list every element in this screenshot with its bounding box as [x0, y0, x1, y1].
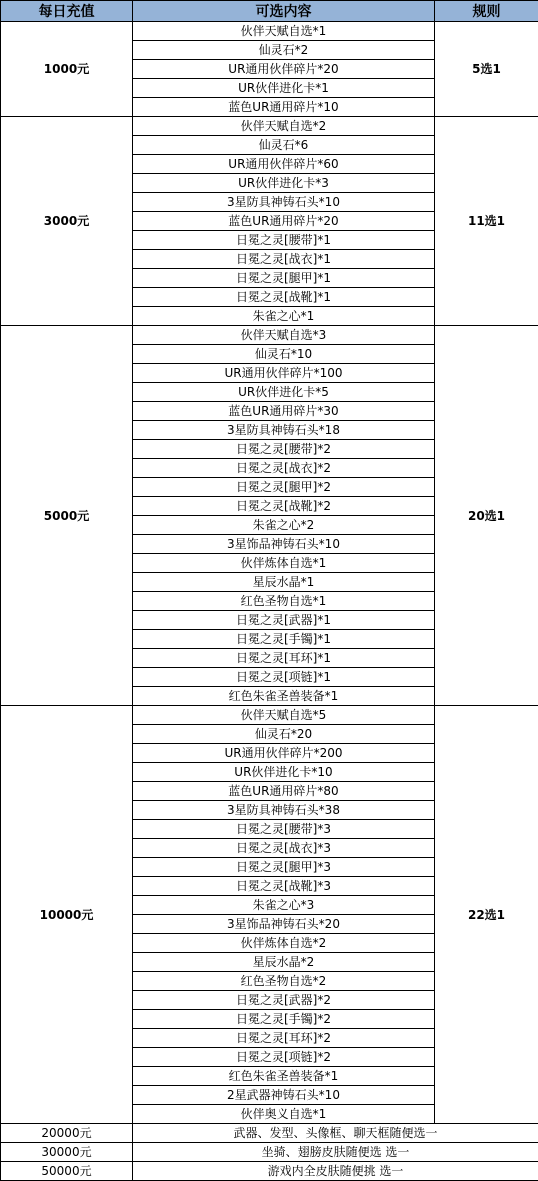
footer-amount: 20000元: [1, 1124, 133, 1143]
reward-option: 伙伴炼体自选*1: [133, 554, 435, 573]
reward-option: 蓝色UR通用碎片*30: [133, 402, 435, 421]
footer-note: 游戏内全皮肤随便挑 选一: [133, 1162, 538, 1181]
reward-option: 仙灵石*10: [133, 345, 435, 364]
reward-option: 红色圣物自选*1: [133, 592, 435, 611]
reward-option: 日冕之灵[武器]*1: [133, 611, 435, 630]
reward-option: 红色朱雀圣兽装备*1: [133, 687, 435, 706]
reward-option: 日冕之灵[腰带]*1: [133, 231, 435, 250]
reward-option: 仙灵石*2: [133, 41, 435, 60]
reward-option: 红色圣物自选*2: [133, 972, 435, 991]
reward-option: 朱雀之心*1: [133, 307, 435, 326]
reward-option: 星辰水晶*2: [133, 953, 435, 972]
reward-option: 日冕之灵[手镯]*2: [133, 1010, 435, 1029]
header-rule: 规则: [435, 1, 538, 22]
footer-row: [1, 1162, 538, 1181]
reward-option: 3星饰品神铸石头*20: [133, 915, 435, 934]
reward-option: 伙伴天赋自选*5: [133, 706, 435, 725]
tier-amount: 5000元: [1, 326, 133, 706]
table-row: [1, 117, 538, 136]
reward-option: UR通用伙伴碎片*200: [133, 744, 435, 763]
reward-option: 伙伴奥义自选*1: [133, 1105, 435, 1124]
footer-note: 坐骑、翅膀皮肤随便选 选一: [133, 1143, 538, 1162]
reward-option: UR伙伴进化卡*3: [133, 174, 435, 193]
reward-option: 3星防具神铸石头*38: [133, 801, 435, 820]
reward-option: 伙伴天赋自选*1: [133, 22, 435, 41]
reward-option: 2星武器神铸石头*10: [133, 1086, 435, 1105]
tier-amount: 1000元: [1, 22, 133, 117]
reward-option: 蓝色UR通用碎片*80: [133, 782, 435, 801]
reward-option: 日冕之灵[战靴]*3: [133, 877, 435, 896]
reward-option: 日冕之灵[战衣]*2: [133, 459, 435, 478]
reward-option: 蓝色UR通用碎片*10: [133, 98, 435, 117]
reward-option: 伙伴炼体自选*2: [133, 934, 435, 953]
reward-option: UR通用伙伴碎片*60: [133, 155, 435, 174]
reward-option: UR通用伙伴碎片*100: [133, 364, 435, 383]
reward-option: 朱雀之心*2: [133, 516, 435, 535]
reward-option: 日冕之灵[战衣]*1: [133, 250, 435, 269]
reward-option: 3星防具神铸石头*18: [133, 421, 435, 440]
table-row: [1, 22, 538, 41]
reward-option: 日冕之灵[项链]*2: [133, 1048, 435, 1067]
reward-option: 日冕之灵[耳环]*1: [133, 649, 435, 668]
reward-option: 伙伴天赋自选*2: [133, 117, 435, 136]
reward-option: 蓝色UR通用碎片*20: [133, 212, 435, 231]
reward-option: UR伙伴进化卡*1: [133, 79, 435, 98]
reward-option: 红色朱雀圣兽装备*1: [133, 1067, 435, 1086]
table-row: [1, 326, 538, 345]
footer-row: [1, 1124, 538, 1143]
reward-option: 日冕之灵[项链]*1: [133, 668, 435, 687]
footer-note: 武器、发型、头像框、聊天框随便选一: [133, 1124, 538, 1143]
tier-rule: 20选1: [435, 326, 538, 706]
reward-option: UR伙伴进化卡*10: [133, 763, 435, 782]
tier-rule: 11选1: [435, 117, 538, 326]
reward-option: 日冕之灵[腿甲]*3: [133, 858, 435, 877]
tier-rule: 5选1: [435, 22, 538, 117]
header-row: [1, 1, 538, 22]
reward-option: 日冕之灵[耳环]*2: [133, 1029, 435, 1048]
reward-option: UR通用伙伴碎片*20: [133, 60, 435, 79]
header-recharge: 每日充值: [1, 1, 133, 22]
reward-option: 朱雀之心*3: [133, 896, 435, 915]
tier-amount: 10000元: [1, 706, 133, 1124]
footer-row: [1, 1143, 538, 1162]
reward-option: 3星饰品神铸石头*10: [133, 535, 435, 554]
table-header: [1, 1, 538, 22]
reward-option: 日冕之灵[腿甲]*1: [133, 269, 435, 288]
reward-option: 仙灵石*20: [133, 725, 435, 744]
reward-option: 日冕之灵[腰带]*3: [133, 820, 435, 839]
reward-option: UR伙伴进化卡*5: [133, 383, 435, 402]
reward-option: 日冕之灵[战衣]*3: [133, 839, 435, 858]
reward-option: 日冕之灵[手镯]*1: [133, 630, 435, 649]
footer-amount: 50000元: [1, 1162, 133, 1181]
reward-option: 星辰水晶*1: [133, 573, 435, 592]
reward-option: 3星防具神铸石头*10: [133, 193, 435, 212]
reward-option: 伙伴天赋自选*3: [133, 326, 435, 345]
reward-option: 仙灵石*6: [133, 136, 435, 155]
tier-amount: 3000元: [1, 117, 133, 326]
tier-rule: 22选1: [435, 706, 538, 1124]
reward-option: 日冕之灵[腰带]*2: [133, 440, 435, 459]
table-row: [1, 706, 538, 725]
footer-amount: 30000元: [1, 1143, 133, 1162]
table-body: [1, 22, 538, 1181]
reward-option: 日冕之灵[腿甲]*2: [133, 478, 435, 497]
reward-option: 日冕之灵[武器]*2: [133, 991, 435, 1010]
reward-option: 日冕之灵[战靴]*2: [133, 497, 435, 516]
reward-option: 日冕之灵[战靴]*1: [133, 288, 435, 307]
header-options: 可选内容: [133, 1, 435, 22]
